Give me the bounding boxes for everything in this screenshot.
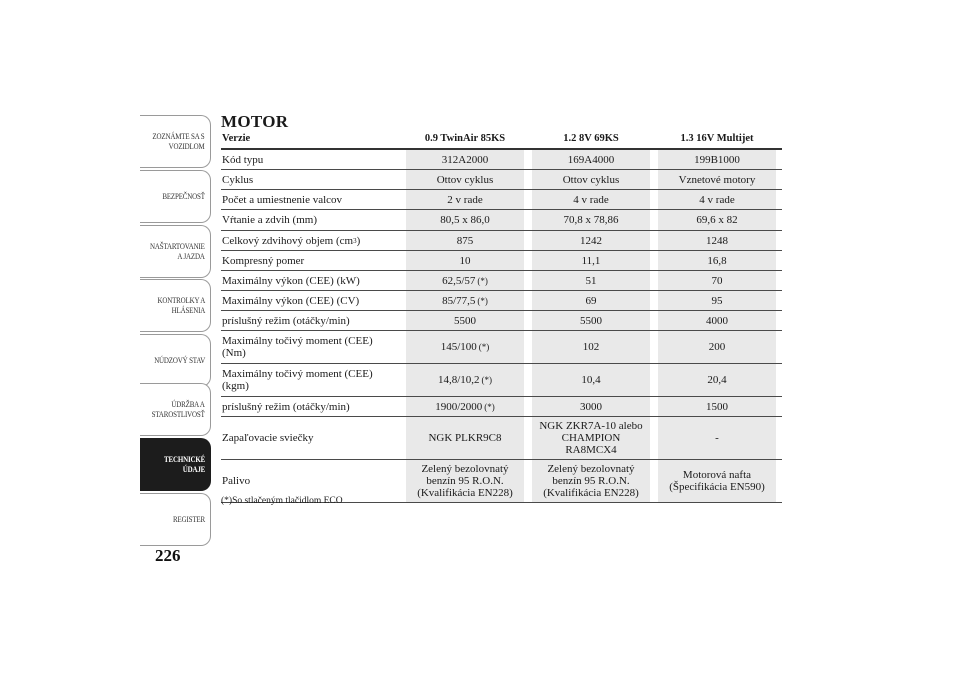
row-label-text: Maximálny výkon (CEE) (kW)	[222, 274, 360, 287]
value-text: 10	[459, 254, 471, 267]
table-row	[221, 331, 782, 364]
value-text: 51	[585, 274, 597, 287]
table-row	[221, 251, 782, 271]
row-label-text: Počet a umiestnenie valcov	[222, 193, 343, 206]
value-text: 95	[711, 294, 723, 307]
value-text: 4 v rade	[699, 193, 735, 206]
section-title: MOTOR	[221, 112, 289, 131]
row-label	[221, 271, 404, 290]
row-label: Celkový zdvihový objem (cm 3 )	[222, 234, 361, 247]
tab-label: NÚDZOVÝ STAV	[154, 354, 205, 365]
value-text: 5500	[580, 314, 602, 327]
value-text: 199B1000	[694, 153, 740, 166]
tab-nastartovanie[interactable]	[140, 225, 211, 278]
row-label-text: Kód typu	[222, 153, 264, 166]
table-row	[221, 397, 782, 417]
table-row	[221, 417, 782, 460]
value-text: 11,1	[581, 254, 601, 267]
value-cell	[406, 170, 524, 189]
tab-label: NAŠTARTOVANIE A JAZDA	[150, 241, 205, 261]
value-cell	[658, 331, 776, 363]
value-text: 4000	[706, 314, 728, 327]
value-cell	[406, 291, 524, 310]
value-text: 1900/2000	[435, 400, 483, 413]
row-label	[221, 331, 404, 363]
row-label	[221, 311, 404, 330]
footnote: (*)So stlačeným tlačidlom ECO	[221, 496, 343, 506]
value-text: 70,8 x 78,86	[563, 214, 619, 226]
value-text: 102	[582, 341, 600, 353]
tab-nudzovy-stav[interactable]	[140, 334, 211, 387]
value-cell	[658, 231, 776, 250]
value-cell	[532, 397, 650, 416]
tab-label: REGISTER	[173, 513, 205, 524]
value-cell	[658, 291, 776, 310]
value-cell	[406, 460, 524, 502]
value-cell	[532, 364, 650, 396]
value-text: 4 v rade	[573, 193, 609, 206]
value-text: Zelený bezolovnatý benzín 95 R.O.N. (Kvalifikácia EN228)	[543, 463, 639, 499]
value-text: 14,8/10,2	[437, 374, 480, 386]
value-cell	[532, 460, 650, 502]
tab-zoznamte-sa[interactable]	[140, 115, 211, 168]
value-cell	[406, 231, 524, 250]
row-label	[221, 170, 404, 189]
row-label	[221, 397, 404, 416]
value-cell	[658, 364, 776, 396]
table-row	[221, 210, 782, 231]
value-text: 1248	[706, 234, 728, 247]
value-text: 69,6 x 82	[696, 214, 738, 226]
row-label	[221, 210, 404, 230]
value-text: 69	[585, 294, 597, 307]
tab-bezpecnost[interactable]	[140, 170, 211, 223]
value-text: NGK ZKR7A-10 alebo CHAMPION RA8MCX4	[539, 420, 643, 456]
value-cell	[406, 190, 524, 209]
row-label-text: Vŕtanie a zdvih (mm)	[222, 214, 317, 226]
row-label-text: príslušný režim (otáčky/min)	[222, 314, 350, 327]
value-text: 10,4	[581, 374, 601, 386]
value-cell	[406, 331, 524, 363]
value-cell	[406, 251, 524, 270]
value-text: 5500	[454, 314, 476, 327]
value-cell	[406, 364, 524, 396]
value-text: 20,4	[707, 374, 727, 386]
value-text: 312A2000	[441, 153, 489, 166]
row-label-text: Maximálny točivý moment (CEE) (kgm)	[222, 368, 373, 392]
value-cell	[532, 251, 650, 270]
value-text: 200	[708, 341, 726, 353]
value-text: Ottov cyklus	[436, 173, 494, 186]
tab-label: KONTROLKY A HLÁSENIA	[157, 295, 205, 315]
header-cell: 1.3 16V Multijet	[658, 130, 776, 148]
table-row	[221, 150, 782, 170]
footnote-marker: (*)	[478, 342, 490, 352]
value-cell	[406, 311, 524, 330]
table-row	[221, 231, 782, 251]
value-text: Zelený bezolovnatý benzín 95 R.O.N. (Kvalifikácia EN228)	[417, 463, 513, 499]
value-cell	[532, 210, 650, 230]
row-label-tail: )	[356, 234, 361, 247]
row-label-text: Maximálny točivý moment (CEE) (Nm)	[222, 335, 373, 359]
value-cell	[658, 460, 776, 502]
footnote-marker: (*)	[477, 295, 488, 306]
row-label-text: Cyklus	[222, 173, 254, 186]
value-text: 145/100	[440, 341, 477, 353]
tab-label: BEZPEČNOSŤ	[162, 190, 205, 201]
value-text: 62,5/57	[442, 274, 476, 287]
value-text: NGK PLKR9C8	[428, 432, 502, 444]
value-cell	[658, 397, 776, 416]
tab-label: ÚDRŽBA A STAROSTLIVOSŤ	[151, 399, 205, 419]
footnote-marker: (*)	[477, 275, 488, 286]
value-cell	[658, 170, 776, 189]
value-cell	[658, 417, 776, 459]
value-cell	[532, 331, 650, 363]
value-cell	[658, 271, 776, 290]
row-label	[221, 364, 404, 396]
value-cell	[658, 210, 776, 230]
value-text: 80,5 x 86,0	[440, 214, 490, 226]
row-label	[221, 190, 404, 209]
footnote-marker: (*)	[484, 401, 495, 412]
tab-label: TECHNICKÉ ÚDAJE	[163, 454, 205, 474]
value-text: 2 v rade	[447, 193, 483, 206]
row-label-text: Celkový zdvihový objem (cm	[222, 234, 354, 247]
row-label-text: Kompresný pomer	[222, 254, 305, 267]
table-row	[221, 311, 782, 331]
footnote-marker: (*)	[481, 375, 493, 385]
value-cell	[406, 397, 524, 416]
value-cell	[658, 150, 776, 169]
value-text: Motorová nafta (Špecifikácia EN590)	[669, 469, 765, 493]
table-row	[221, 271, 782, 291]
value-text: Vznetové motory	[678, 173, 756, 186]
row-label	[221, 150, 404, 169]
value-cell	[406, 150, 524, 169]
value-cell	[532, 417, 650, 459]
value-text: -	[715, 432, 719, 444]
tab-technicke-udaje[interactable]	[140, 438, 211, 491]
tab-udrzba[interactable]	[140, 383, 211, 436]
row-label	[221, 417, 404, 459]
header-cell: 1.2 8V 69KS	[532, 130, 650, 148]
row-label	[221, 251, 404, 270]
table-row	[221, 190, 782, 210]
value-text: 1500	[706, 400, 728, 413]
value-cell	[532, 190, 650, 209]
value-cell	[406, 417, 524, 459]
value-text: 3000	[580, 400, 602, 413]
tab-register[interactable]	[140, 493, 211, 546]
table-row	[221, 170, 782, 190]
value-cell	[658, 251, 776, 270]
value-cell	[532, 170, 650, 189]
row-label-text: Maximálny výkon (CEE) (CV)	[222, 294, 360, 307]
value-cell	[532, 291, 650, 310]
row-label-text: príslušný režim (otáčky/min)	[222, 400, 350, 413]
value-cell	[532, 231, 650, 250]
value-cell	[658, 190, 776, 209]
row-label	[221, 291, 404, 310]
value-text: 875	[456, 234, 474, 247]
value-text: 169A4000	[567, 153, 615, 166]
row-label-text: Zapaľovacie sviečky	[222, 432, 314, 444]
tab-label: ZOZNÁMTE SA S VOZIDLOM	[152, 131, 205, 151]
engine-spec-table	[221, 130, 782, 503]
tab-kontrolky[interactable]	[140, 279, 211, 332]
value-text: Ottov cyklus	[562, 173, 620, 186]
value-text: 16,8	[707, 254, 727, 267]
value-cell	[532, 150, 650, 169]
value-text: 85/77,5	[442, 294, 476, 307]
value-text: 1242	[580, 234, 602, 247]
page-number: 226	[155, 546, 181, 565]
table-row	[221, 364, 782, 397]
table-header-row	[221, 130, 782, 150]
row-label-text: Palivo	[222, 475, 251, 487]
value-cell	[658, 311, 776, 330]
value-cell	[532, 311, 650, 330]
table-row	[221, 291, 782, 311]
value-text: 70	[711, 274, 723, 287]
header-cell: Verzie	[222, 133, 251, 144]
header-cell: 0.9 TwinAir 85KS	[406, 130, 524, 148]
value-cell	[532, 271, 650, 290]
value-cell	[406, 271, 524, 290]
value-cell	[406, 210, 524, 230]
